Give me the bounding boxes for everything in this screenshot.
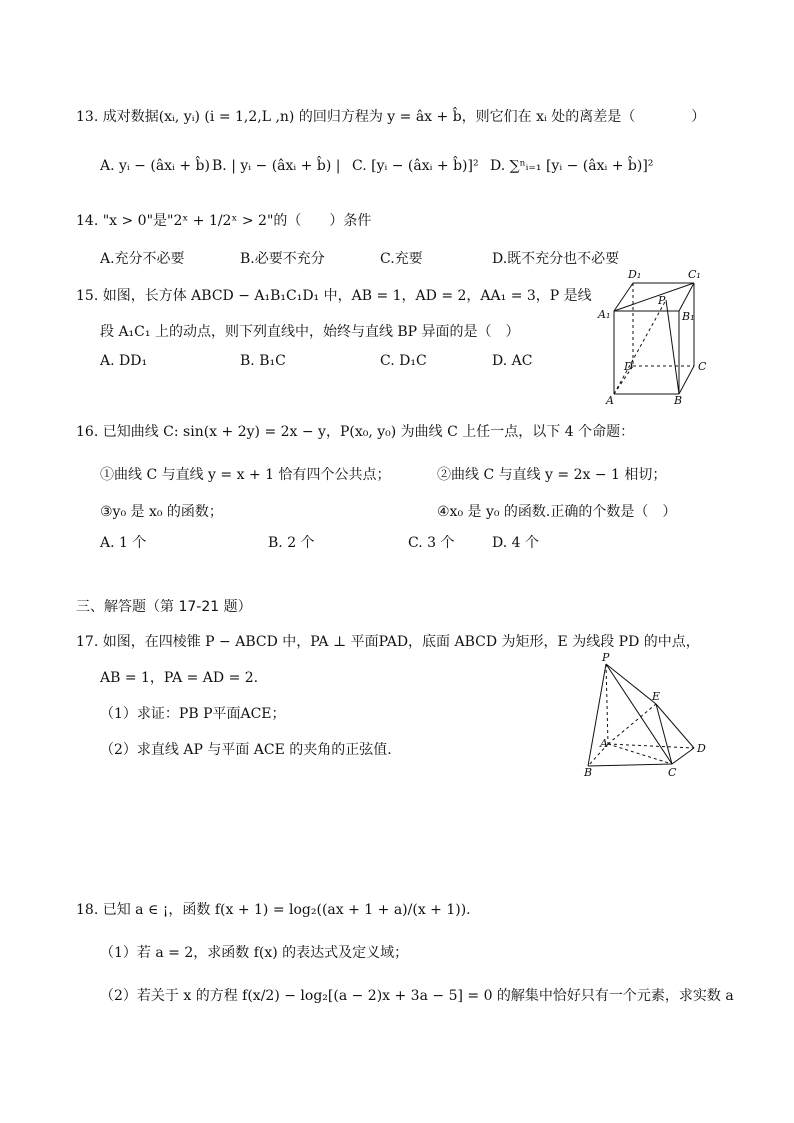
- q15-line1: 15. 如图，长方体 ABCD − A₁B₁C₁D₁ 中，AB = 1，AD = 2，AA₁ = 3，P 是线: [76, 288, 592, 304]
- q15-option-d: D. AC: [492, 353, 533, 369]
- label-d: D: [697, 742, 706, 755]
- label-d: D: [624, 360, 633, 373]
- label-e: E: [652, 690, 661, 703]
- q14-option-b: B.必要不充分: [240, 251, 325, 267]
- label-p: P: [602, 651, 610, 664]
- q13-option-d: D. ∑ⁿᵢ₌₁ [yᵢ − (âxᵢ + b̂)]²: [490, 158, 654, 174]
- q15-option-b: B. B₁C: [240, 353, 286, 369]
- q17-line1: 17. 如图，在四棱锥 P − ABCD 中，PA ⊥ 平面PAD，底面 ABCD 为矩形，E 为线段 PD 的中点，: [76, 634, 700, 650]
- label-a1: A₁: [598, 308, 611, 321]
- label-d1: D₁: [628, 268, 642, 281]
- q14-option-d: D.既不充分也不必要: [492, 251, 620, 267]
- label-b1: B₁: [682, 310, 695, 323]
- q16-prop-3: ③y₀ 是 x₀ 的函数；: [100, 504, 223, 520]
- q15-line2: 段 A₁C₁ 上的动点，则下列直线中，始终与直线 BP 异面的是（ ）: [100, 324, 520, 340]
- q14-option-a: A.充分不必要: [100, 251, 185, 267]
- q17-part2: （2）求直线 AP 与平面 ACE 的夹角的正弦值.: [100, 742, 392, 758]
- q16-prop-1: ①曲线 C 与直线 y = x + 1 恰有四个公共点；: [100, 467, 391, 483]
- q18-line1: 18. 已知 a ∈ ¡，函数 f(x + 1) = log₂((ax + 1 + a)/(x + 1)).: [76, 902, 471, 918]
- label-b: B: [584, 766, 593, 779]
- label-c: C: [698, 360, 707, 373]
- q15-option-a: A. DD₁: [100, 353, 148, 369]
- q15-option-c: C. D₁C: [380, 353, 427, 369]
- label-a: A: [600, 737, 608, 750]
- q18-part1: （1）若 a = 2，求函数 f(x) 的表达式及定义域；: [100, 945, 409, 961]
- label-p: P: [658, 294, 666, 307]
- q18-part2: （2）若关于 x 的方程 f(x/2) − log₂[(a − 2)x + 3a − 5] = 0 的解集中恰好只有一个元素，求实数 a: [100, 988, 734, 1004]
- q16-stem: 16. 已知曲线 C: sin(x + 2y) = 2x − y，P(x₀, y₀) 为曲线 C 上任一点，以下 4 个命题：: [76, 424, 635, 440]
- q16-option-c: C. 3 个: [408, 535, 455, 551]
- q13-option-b: B. | yᵢ − (âxᵢ + b̂) |: [212, 158, 341, 174]
- q16-option-a: A. 1 个: [100, 535, 147, 551]
- pyramid-figure: [580, 650, 710, 780]
- q14-stem: 14. "x > 0"是"2ˣ + 1/2ˣ > 2"的（ ）条件: [76, 213, 372, 229]
- q16-option-b: B. 2 个: [268, 535, 315, 551]
- cuboid-figure: [596, 266, 716, 406]
- q14-option-c: C.充要: [380, 251, 423, 267]
- label-c: C: [668, 766, 677, 779]
- label-b: B: [674, 394, 683, 406]
- q13-option-c: C. [yᵢ − (âxᵢ + b̂)]²: [352, 158, 479, 174]
- label-c1: C₁: [688, 268, 701, 281]
- q17-part1: （1）求证：PB P平面ACE；: [100, 706, 286, 722]
- q17-line2: AB = 1，PA = AD = 2.: [100, 670, 259, 686]
- label-a: A: [606, 394, 614, 406]
- section-title: 三、解答题（第 17-21 题）: [76, 599, 252, 615]
- q13-option-a: A. yᵢ − (âxᵢ + b̂): [100, 158, 210, 174]
- q16-prop-4: ④x₀ 是 y₀ 的函数.正确的个数是（ ）: [437, 504, 677, 520]
- q16-prop-2: ②曲线 C 与直线 y = 2x − 1 相切；: [437, 467, 667, 483]
- q13-stem: 13. 成对数据(xᵢ, yᵢ) (i = 1,2,L ,n) 的回归方程为 y = âx + b̂，则它们在 xᵢ 处的离差是（ ）: [76, 109, 706, 125]
- q16-option-d: D. 4 个: [492, 535, 539, 551]
